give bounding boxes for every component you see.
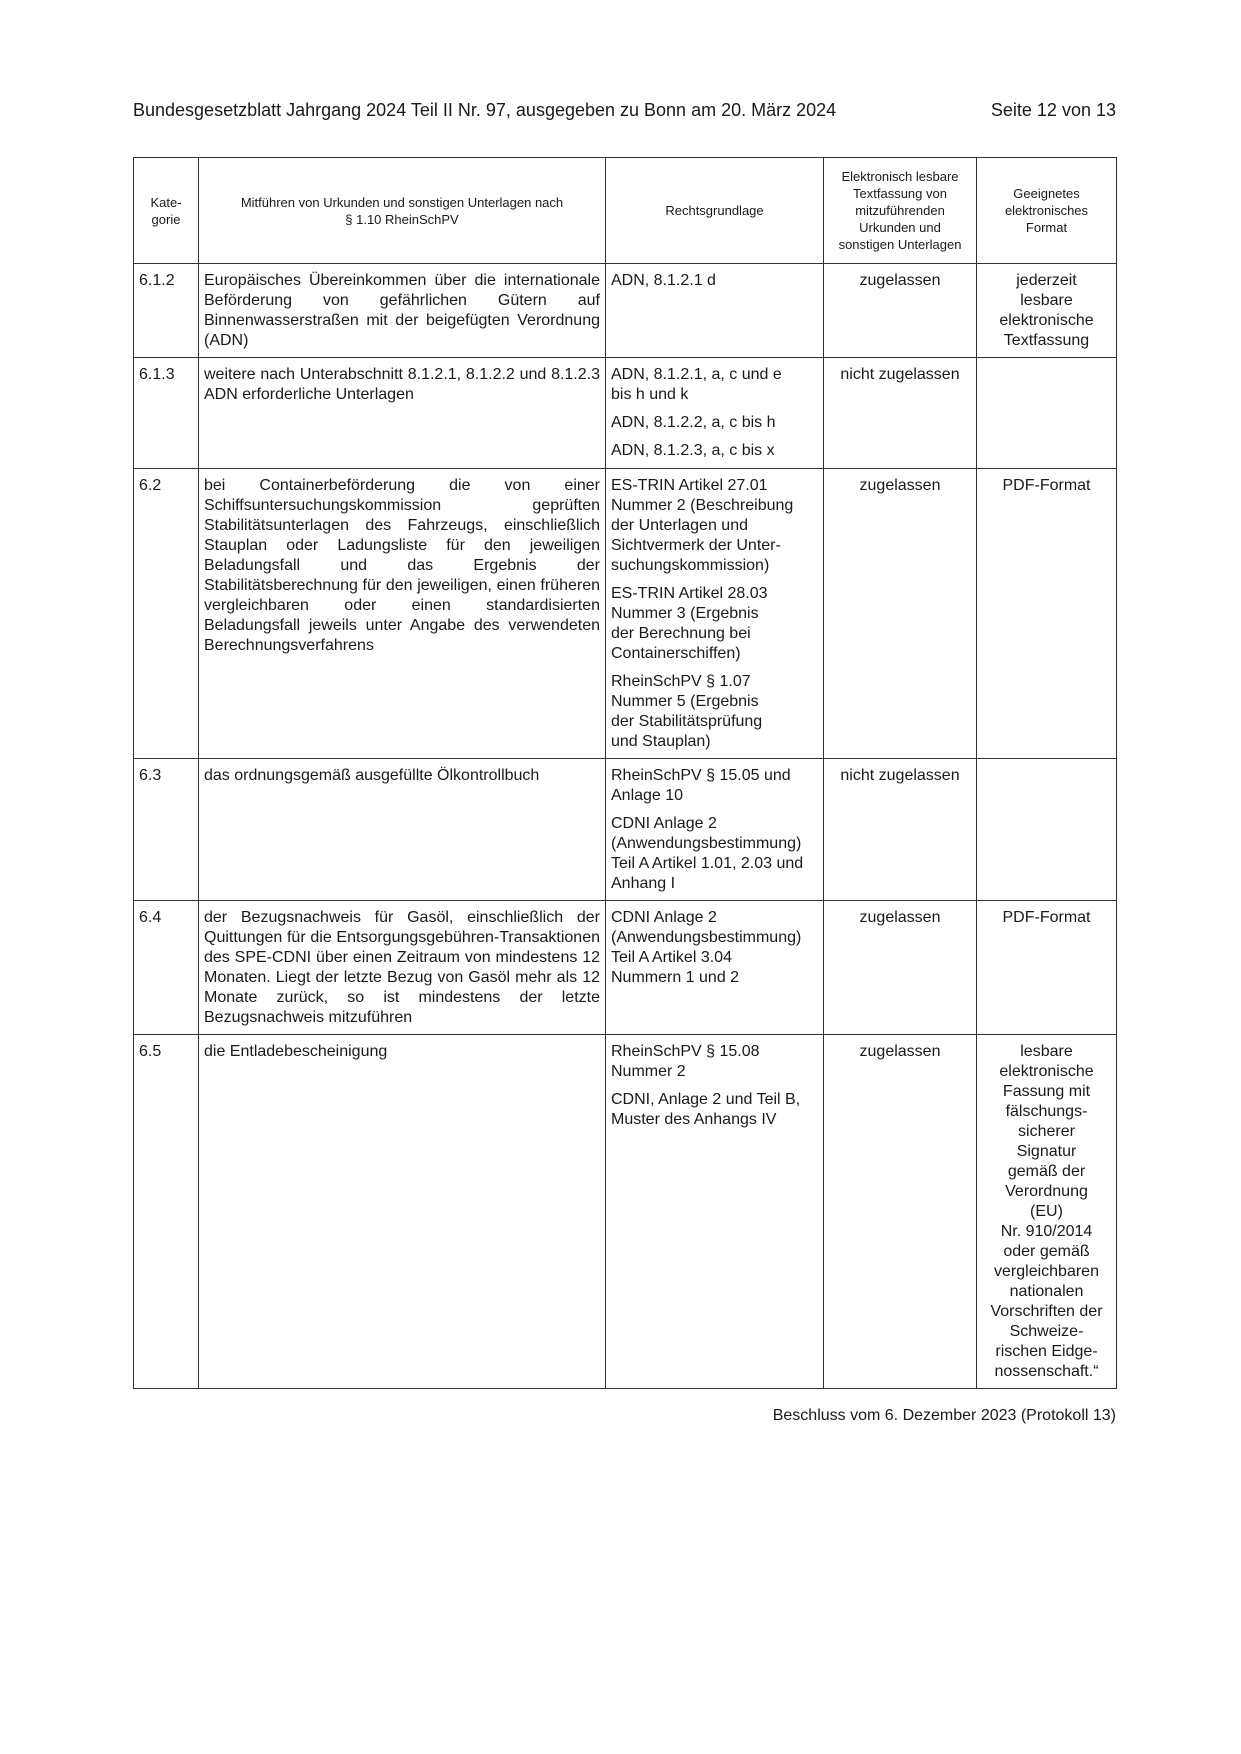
- documents-table: [133, 157, 1117, 1389]
- cell-rechtsgrundlage: [606, 1035, 824, 1389]
- col-header-kategorie: Kate- gorie: [134, 158, 199, 264]
- table-row: [134, 469, 1117, 759]
- col-header-beschreibung: Mitführen von Urkunden und sonstigen Unterlagen nach § 1.10 RheinSchPV: [199, 158, 606, 264]
- cell-elektronisch: zugelassen: [824, 1035, 977, 1389]
- legal-ref: RheinSchPV § 15.05 und Anlage 10: [611, 767, 791, 804]
- cell-rechtsgrundlage: [606, 901, 824, 1035]
- gazette-title: Bundesgesetzblatt Jahrgang 2024 Teil II Nr. 97, ausgegeben zu Bonn am 20. März 2024: [133, 100, 837, 120]
- legal-ref: ES-TRIN Artikel 27.01 Nummer 2 (Beschreibung der Unterlagen und Sichtvermerk der Unter- suchungskommission): [611, 477, 794, 574]
- cell-rechtsgrundlage: [606, 264, 824, 358]
- resolution-note: Beschluss vom 6. Dezember 2023 (Protokoll 13): [772, 1407, 1116, 1424]
- cell-elektronisch: nicht zugelassen: [824, 759, 977, 901]
- cell-elektronisch: nicht zugelassen: [824, 358, 977, 469]
- table-row: [134, 901, 1117, 1035]
- cell-elektronisch: zugelassen: [824, 901, 977, 1035]
- cell-beschreibung: der Bezugsnachweis für Gasöl, einschließlich der Quittungen für die Entsorgungsgebühren-Transaktionen des SPE-CDNI über einen Zeitraum von mindestens 12 Monaten. Liegt der letzte Bezug von Gasöl mehr als 12 Monate zurück, so ist mindestens der letzte Bezugsnachweis mitzuführen: [199, 901, 606, 1035]
- table-row: [134, 759, 1117, 901]
- cell-rechtsgrundlage: [606, 358, 824, 469]
- cell-format: lesbare elektronische Fassung mit fälschungs- sicherer Signatur gemäß der Verordnung (EU) Nr. 910/2014 oder gemäß vergleichbaren nationalen Vorschriften der Schweize- rischen Eidge- nossenschaft.“: [977, 1035, 1117, 1389]
- cell-kategorie: 6.1.2: [134, 264, 199, 358]
- page-number: Seite 12 von 13: [990, 100, 1116, 120]
- cell-kategorie: 6.4: [134, 901, 199, 1035]
- legal-ref: CDNI Anlage 2 (Anwendungsbestimmung) Teil A Artikel 1.01, 2.03 und Anhang I: [611, 815, 804, 892]
- table-row: [134, 358, 1117, 469]
- cell-elektronisch: zugelassen: [824, 264, 977, 358]
- cell-kategorie: 6.1.3: [134, 358, 199, 469]
- legal-ref: RheinSchPV § 15.08 Nummer 2: [611, 1043, 760, 1080]
- cell-format: PDF-Format: [977, 469, 1117, 759]
- legal-ref: RheinSchPV § 1.07 Nummer 5 (Ergebnis der Stabilitätsprüfung und Stauplan): [611, 673, 763, 750]
- cell-beschreibung: Europäisches Übereinkommen über die internationale Beförderung von gefährlichen Gütern auf Binnenwasserstraßen mit der beigefügten Verordnung (ADN): [199, 264, 606, 358]
- legal-ref: ES-TRIN Artikel 28.03 Nummer 3 (Ergebnis der Berechnung bei Containerschiffen): [611, 585, 768, 662]
- legal-ref: ADN, 8.1.2.2, a, c bis h: [611, 414, 776, 431]
- legal-ref: CDNI, Anlage 2 und Teil B, Muster des Anhangs IV: [611, 1091, 801, 1128]
- legal-ref: ADN, 8.1.2.3, a, c bis x: [611, 442, 775, 459]
- cell-beschreibung: bei Containerbeförderung die von einer Schiffsuntersuchungskommission geprüften Stabilitätsunterlagen des Fahrzeugs, einschließlich Stauplan oder Ladungsliste für den jeweiligen Beladungsfall und das Ergebnis der Stabilitätsberechnung für den jeweiligen, einen früheren vergleichbaren oder einen standardisierten Beladungsfall jeweils unter Angabe des verwendeten Berechnungsverfahrens: [199, 469, 606, 759]
- col-header-rechtsgrundlage: Rechtsgrundlage: [606, 158, 824, 264]
- cell-elektronisch: zugelassen: [824, 469, 977, 759]
- col-header-format: Geeignetes elektronisches Format: [977, 158, 1117, 264]
- cell-beschreibung: weitere nach Unterabschnitt 8.1.2.1, 8.1.2.2 und 8.1.2.3 ADN erforderliche Unterlagen: [199, 358, 606, 469]
- table-row: [134, 1035, 1117, 1389]
- cell-rechtsgrundlage: [606, 759, 824, 901]
- cell-format: jederzeit lesbare elektronische Textfassung: [977, 264, 1117, 358]
- cell-kategorie: 6.5: [134, 1035, 199, 1389]
- table-header-row: [134, 158, 1117, 264]
- legal-ref: ADN, 8.1.2.1, a, c und e bis h und k: [611, 366, 782, 403]
- table-row: [134, 264, 1117, 358]
- cell-format: [977, 358, 1117, 469]
- col-header-elektronisch: Elektronisch lesbare Textfassung von mitzuführenden Urkunden und sonstigen Unterlagen: [824, 158, 977, 264]
- cell-beschreibung: die Entladebescheinigung: [199, 1035, 606, 1389]
- cell-format: [977, 759, 1117, 901]
- cell-kategorie: 6.2: [134, 469, 199, 759]
- cell-format: PDF-Format: [977, 901, 1117, 1035]
- cell-kategorie: 6.3: [134, 759, 199, 901]
- legal-ref: CDNI Anlage 2 (Anwendungsbestimmung) Teil A Artikel 3.04 Nummern 1 und 2: [611, 909, 802, 986]
- cell-rechtsgrundlage: [606, 469, 824, 759]
- legal-ref: ADN, 8.1.2.1 d: [611, 272, 716, 289]
- cell-beschreibung: das ordnungsgemäß ausgefüllte Ölkontrollbuch: [199, 759, 606, 901]
